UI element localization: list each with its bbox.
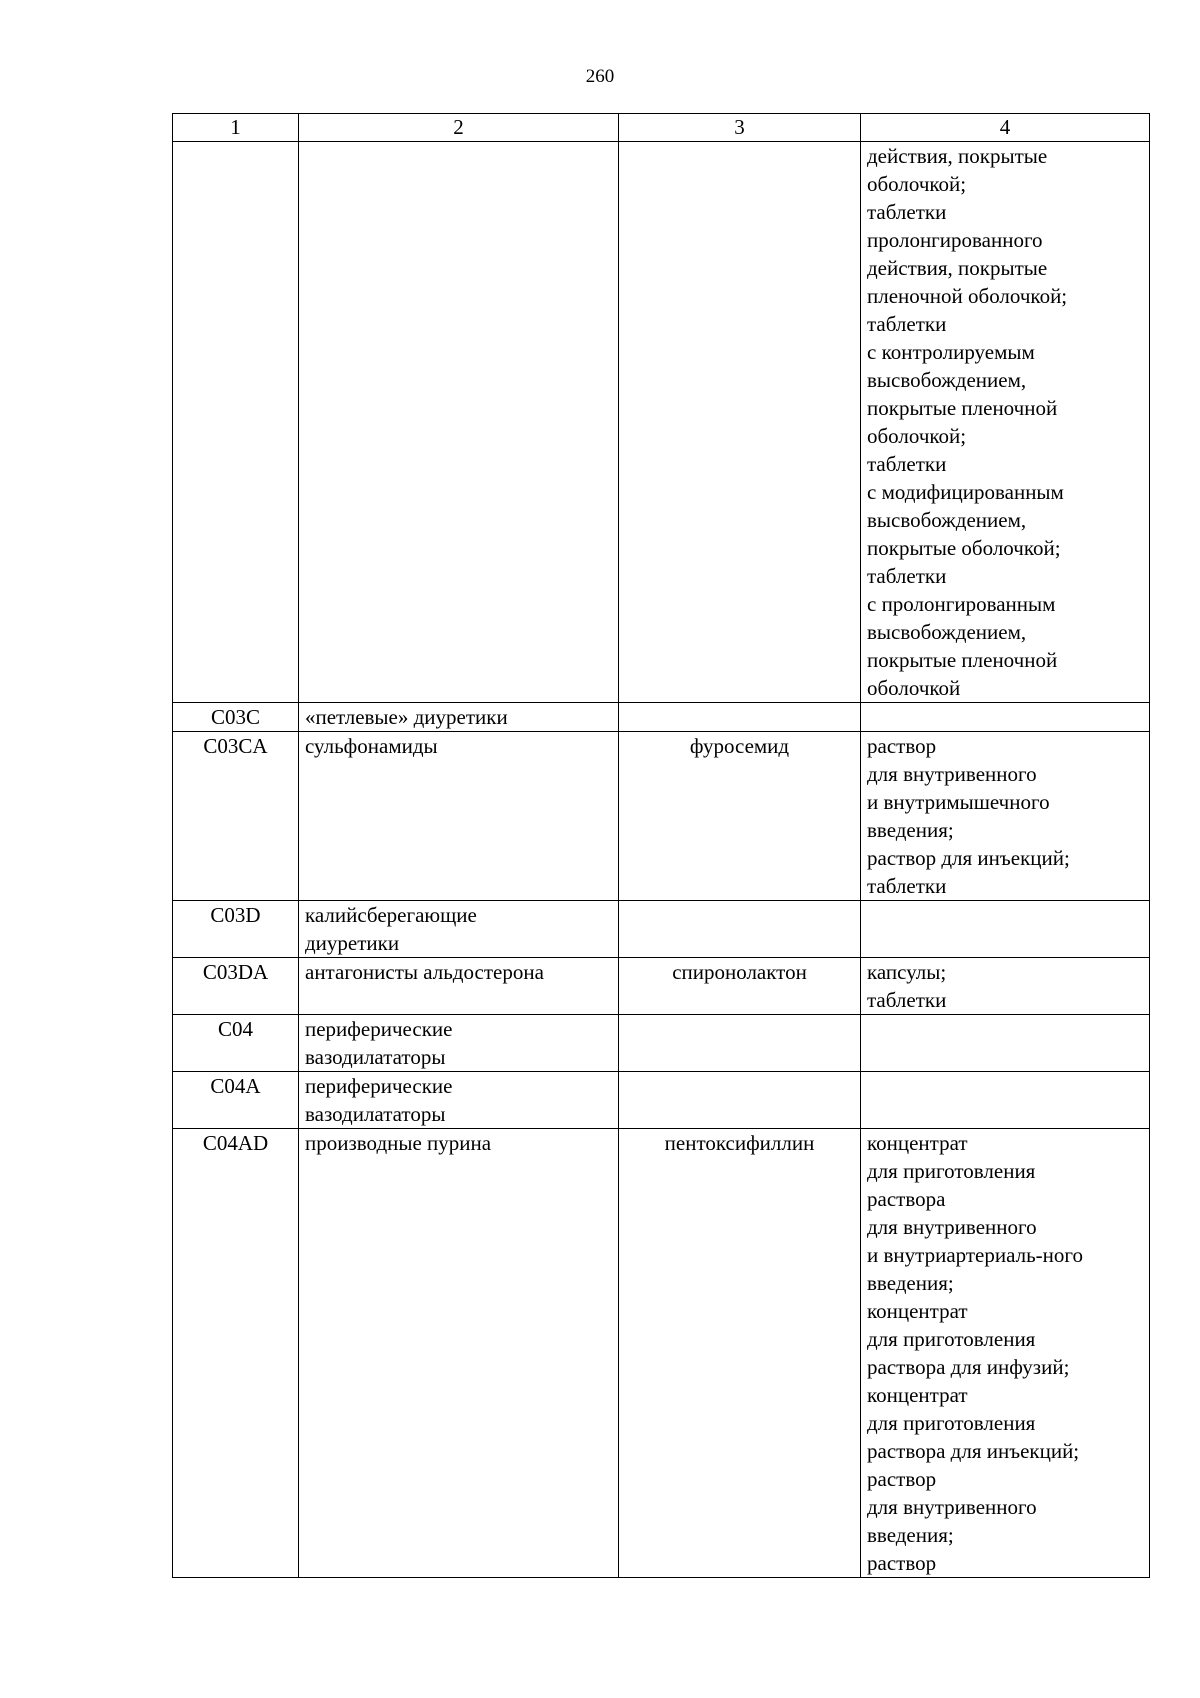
group-line: производные пурина (305, 1131, 492, 1155)
dosage-form-line: таблетки (867, 312, 947, 336)
table-row (173, 703, 1150, 732)
drug-table (172, 113, 1150, 1578)
column-header-4: 4 (861, 114, 1150, 142)
dosage-forms-cell (861, 142, 1150, 703)
dosage-forms-cell (861, 703, 1150, 732)
column-header-1: 1 (173, 114, 299, 142)
dosage-forms-cell (861, 1015, 1150, 1072)
dosage-form-line: оболочкой (867, 676, 961, 700)
dosage-form-line: раствора для инъекций; (867, 1439, 1080, 1463)
group-line: сульфонамиды (305, 734, 438, 758)
atc-code-cell (173, 142, 299, 703)
atc-code-cell: C04AD (173, 1129, 299, 1578)
group-line: «петлевые» диуретики (305, 705, 508, 729)
group-line: антагонисты альдостерона (305, 960, 544, 984)
atc-code-cell: C04 (173, 1015, 299, 1072)
dosage-form-line: для приготовления (867, 1327, 1036, 1351)
table-row (173, 142, 1150, 703)
dosage-forms-cell (861, 1072, 1150, 1129)
atc-code-cell: C03C (173, 703, 299, 732)
substance-cell (619, 703, 861, 732)
substance-cell: спиронолактон (619, 958, 861, 1015)
dosage-form-line: с контролируемым (867, 340, 1035, 364)
atc-code-cell: C03CA (173, 732, 299, 901)
atc-code-cell: C03DA (173, 958, 299, 1015)
dosage-form-line: и внутримышечного (867, 790, 1050, 814)
substance-cell: пентоксифиллин (619, 1129, 861, 1578)
substance-cell (619, 1015, 861, 1072)
dosage-form-line: раствор (867, 1551, 937, 1575)
anatomical-group-cell (299, 142, 619, 703)
atc-code-cell: C03D (173, 901, 299, 958)
group-line: периферические (305, 1017, 453, 1041)
dosage-form-line: высвобождением, (867, 508, 1027, 532)
dosage-form-line: для внутривенного (867, 762, 1037, 786)
dosage-form-line: покрытые оболочкой; (867, 536, 1061, 560)
dosage-forms-cell (861, 732, 1150, 901)
dosage-form-line: таблетки (867, 564, 947, 588)
substance-cell (619, 1072, 861, 1129)
dosage-form-line: раствор (867, 734, 937, 758)
dosage-form-line: раствор для инъекций; (867, 846, 1070, 870)
dosage-form-line: с модифицированным (867, 480, 1064, 504)
dosage-form-line: раствора (867, 1187, 946, 1211)
anatomical-group-cell (299, 703, 619, 732)
table-row (173, 1072, 1150, 1129)
dosage-form-line: таблетки (867, 988, 947, 1012)
anatomical-group-cell (299, 1015, 619, 1072)
dosage-form-line: концентрат (867, 1131, 968, 1155)
dosage-form-line: для внутривенного (867, 1495, 1037, 1519)
dosage-form-line: покрытые пленочной (867, 396, 1058, 420)
dosage-forms-cell (861, 958, 1150, 1015)
anatomical-group-cell (299, 901, 619, 958)
anatomical-group-cell (299, 1129, 619, 1578)
dosage-form-line: таблетки (867, 874, 947, 898)
table-row (173, 732, 1150, 901)
dosage-form-line: концентрат (867, 1383, 968, 1407)
group-line: диуретики (305, 931, 400, 955)
dosage-form-line: раствор (867, 1467, 937, 1491)
column-header-2: 2 (299, 114, 619, 142)
substance-cell: фуросемид (619, 732, 861, 901)
anatomical-group-cell (299, 732, 619, 901)
dosage-form-line: введения; (867, 1523, 954, 1547)
dosage-form-line: концентрат (867, 1299, 968, 1323)
dosage-form-line: для приготовления (867, 1159, 1036, 1183)
dosage-form-line: покрытые пленочной (867, 648, 1058, 672)
column-header-3: 3 (619, 114, 861, 142)
group-line: вазодилататоры (305, 1102, 446, 1126)
substance-cell (619, 142, 861, 703)
table-header-row (173, 114, 1150, 142)
anatomical-group-cell (299, 958, 619, 1015)
dosage-form-line: таблетки (867, 200, 947, 224)
dosage-form-line: оболочкой; (867, 172, 967, 196)
dosage-form-line: введения; (867, 818, 954, 842)
dosage-form-line: действия, покрытые (867, 144, 1048, 168)
table-row (173, 901, 1150, 958)
anatomical-group-cell (299, 1072, 619, 1129)
dosage-form-line: пролонгированного (867, 228, 1043, 252)
dosage-form-line: пленочной оболочкой; (867, 284, 1068, 308)
substance-cell (619, 901, 861, 958)
dosage-form-line: таблетки (867, 452, 947, 476)
dosage-form-line: действия, покрытые (867, 256, 1048, 280)
dosage-forms-cell (861, 901, 1150, 958)
dosage-form-line: для внутривенного (867, 1215, 1037, 1239)
dosage-form-line: высвобождением, (867, 620, 1027, 644)
atc-code-cell: C04A (173, 1072, 299, 1129)
dosage-forms-cell (861, 1129, 1150, 1578)
dosage-form-line: и внутриартериаль-ного (867, 1243, 1083, 1267)
dosage-form-line: с пролонгированным (867, 592, 1056, 616)
dosage-form-line: раствора для инфузий; (867, 1355, 1070, 1379)
table-row (173, 1015, 1150, 1072)
group-line: периферические (305, 1074, 453, 1098)
dosage-form-line: оболочкой; (867, 424, 967, 448)
page-number: 260 (585, 66, 615, 87)
dosage-form-line: высвобождением, (867, 368, 1027, 392)
dosage-form-line: для приготовления (867, 1411, 1036, 1435)
group-line: калийсберегающие (305, 903, 477, 927)
table-row (173, 1129, 1150, 1578)
table-row (173, 958, 1150, 1015)
table-body (173, 142, 1150, 1578)
group-line: вазодилататоры (305, 1045, 446, 1069)
dosage-form-line: капсулы; (867, 960, 947, 984)
dosage-form-line: введения; (867, 1271, 954, 1295)
